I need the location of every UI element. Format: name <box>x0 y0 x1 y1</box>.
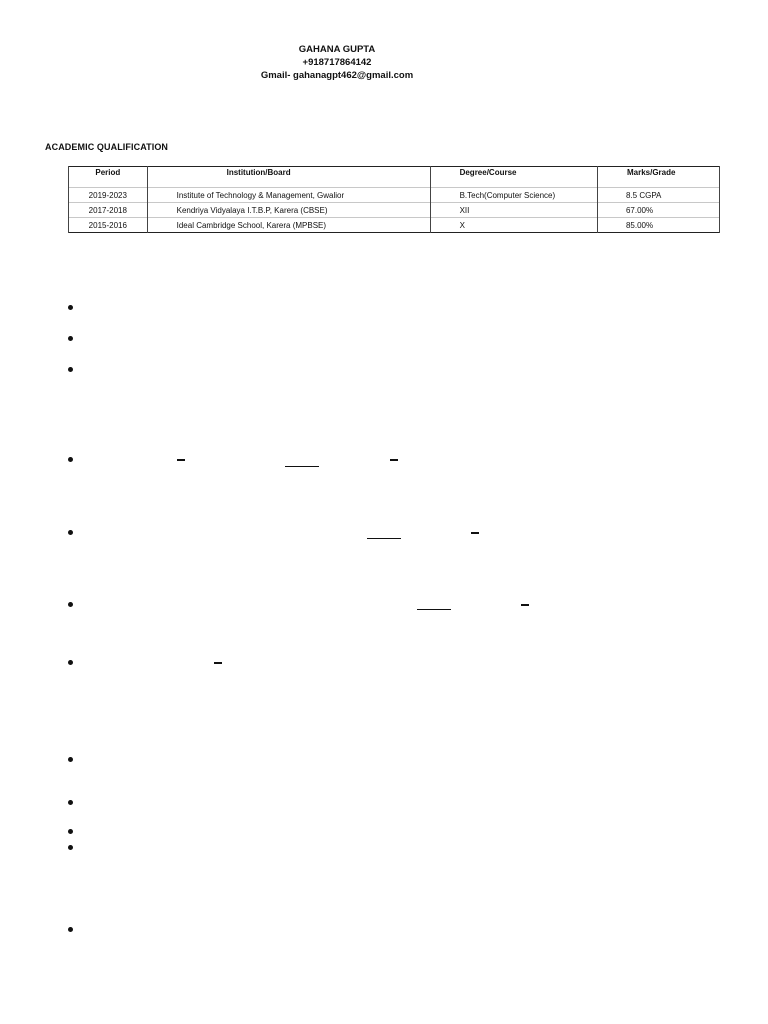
bullet-point <box>68 530 73 535</box>
dash-mark <box>471 532 479 534</box>
bullet-point <box>68 660 73 665</box>
bullet-point <box>68 845 73 850</box>
dash-mark <box>214 662 222 664</box>
column-header-degree: Degree/Course <box>430 167 597 188</box>
underline-mark <box>417 609 451 610</box>
cell-degree: X <box>430 218 597 233</box>
candidate-email: Gmail- gahanagpt462@gmail.com <box>260 70 414 81</box>
cell-marks: 8.5 CGPA <box>597 188 719 203</box>
bullet-point <box>68 927 73 932</box>
bullet-point <box>68 757 73 762</box>
dash-mark <box>177 459 185 461</box>
dash-mark <box>390 459 398 461</box>
cell-period: 2015-2016 <box>69 218 148 233</box>
bullet-point <box>68 457 73 462</box>
column-header-period: Period <box>69 167 148 188</box>
academic-qualification-table <box>68 166 720 233</box>
cell-institution: Kendriya Vidyalaya I.T.B.P, Karera (CBSE) <box>147 203 430 218</box>
cell-institution: Institute of Technology & Management, Gwalior <box>147 188 430 203</box>
table-row <box>69 203 720 218</box>
candidate-name: GAHANA GUPTA <box>298 44 376 55</box>
table-row <box>69 218 720 233</box>
bullet-point <box>68 602 73 607</box>
column-header-institution: Institution/Board <box>147 167 430 188</box>
bullet-point <box>68 829 73 834</box>
cell-marks: 67.00% <box>597 203 719 218</box>
dash-mark <box>521 604 529 606</box>
table-header-row <box>69 167 720 188</box>
bullet-point <box>68 800 73 805</box>
academic-section-title: ACADEMIC QUALIFICATION <box>45 142 169 152</box>
table-row <box>69 188 720 203</box>
resume-header <box>0 43 674 82</box>
bullet-point <box>68 305 73 310</box>
cell-institution: Ideal Cambridge School, Karera (MPBSE) <box>147 218 430 233</box>
candidate-phone: +918717864142 <box>302 57 372 68</box>
cell-period: 2017-2018 <box>69 203 148 218</box>
underline-mark <box>367 538 401 539</box>
bullet-point <box>68 367 73 372</box>
underline-mark <box>285 466 319 467</box>
cell-marks: 85.00% <box>597 218 719 233</box>
cell-period: 2019-2023 <box>69 188 148 203</box>
column-header-marks: Marks/Grade <box>597 167 719 188</box>
cell-degree: XII <box>430 203 597 218</box>
cell-degree: B.Tech(Computer Science) <box>430 188 597 203</box>
bullet-point <box>68 336 73 341</box>
